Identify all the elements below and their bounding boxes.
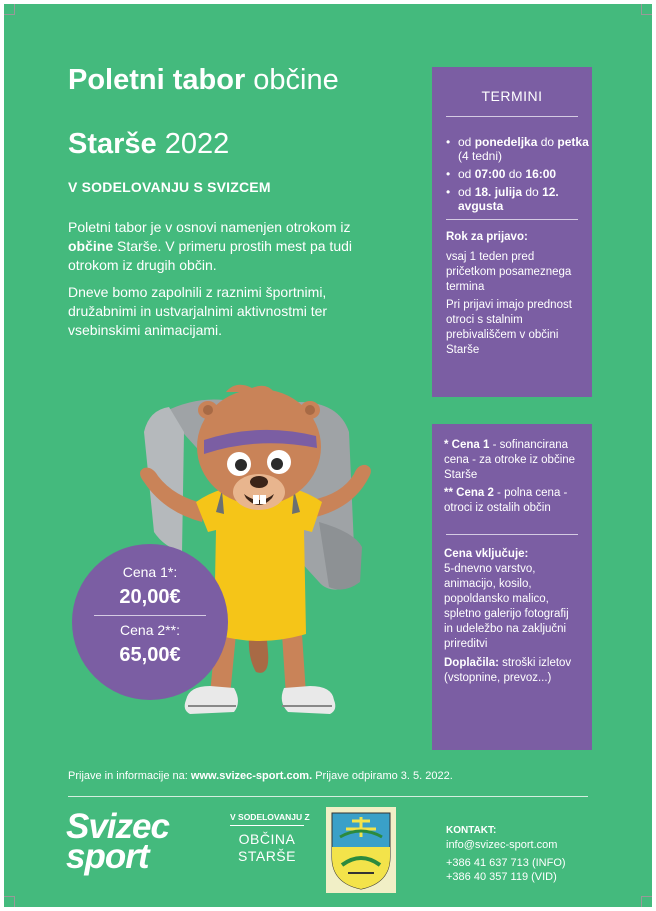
svizec-sport-logo: Svizec sport xyxy=(66,807,169,876)
contact-email[interactable]: info@svizec-sport.com xyxy=(446,839,558,851)
price-divider xyxy=(94,615,206,616)
registration-info: Prijave in informacije na: www.svizec-sport.com. Prijave odpiramo 3. 5. 2022. xyxy=(68,770,453,782)
website-link[interactable]: www.svizec-sport.com. xyxy=(190,770,313,782)
contact-phone-1[interactable]: +386 41 637 713 (INFO) xyxy=(446,857,566,869)
partner-block xyxy=(230,812,310,865)
crop-mark xyxy=(641,896,652,907)
crop-mark xyxy=(4,4,15,15)
termini-item-dates: • od 18. julija do 12. avgusta xyxy=(446,185,592,213)
poster xyxy=(4,4,652,907)
divider xyxy=(446,116,578,117)
termini-item-hours: • od 07:00 do 16:00 xyxy=(446,167,592,181)
vkljucuje-text: 5-dnevno varstvo, animacijo, kosilo, popoldansko malico, spletno galerijo fotografij in udeležbo na zaključni prireditvi xyxy=(444,563,569,650)
vkljucuje-label: Cena vključuje: xyxy=(444,548,529,560)
termini-list xyxy=(446,135,592,213)
page-title: Poletni tabor občine xyxy=(68,64,339,96)
intro-text xyxy=(68,218,398,348)
crop-mark xyxy=(4,896,15,907)
cene-box xyxy=(432,424,592,750)
cena-2-note: ** Cena 2 - polna cena - otroci iz ostalih občin xyxy=(444,487,568,514)
page-title-year: Starše 2022 xyxy=(68,128,230,160)
price-2-label: Cena 2**: xyxy=(120,622,180,638)
intro-paragraph-2: Dneve bomo zapolnili z raznimi športnimi, družabnimi in ustvarjalnimi aktivnostmi ter vsebinskimi animacijami. xyxy=(68,284,328,338)
price-1-value: 20,00€ xyxy=(119,586,181,608)
divider xyxy=(68,796,588,797)
price-circle xyxy=(72,544,228,700)
crop-mark xyxy=(641,4,652,15)
price-2-value: 65,00€ xyxy=(119,644,181,666)
partner-name-2: STARŠE xyxy=(238,848,296,864)
termini-item-days: • od ponedeljka do petka (4 tedni) xyxy=(446,135,592,163)
subtitle: V SODELOVANJU S SVIZCEM xyxy=(68,179,271,195)
divider xyxy=(230,825,304,826)
rok-text: vsaj 1 teden pred pričetkom posameznega termina xyxy=(446,251,572,293)
contact-label: KONTAKT: xyxy=(446,825,497,836)
price-1-label: Cena 1*: xyxy=(122,564,178,580)
divider xyxy=(446,534,578,535)
cena-1-note: * Cena 1 - sofinancirana cena - za otroke iz občine Starše xyxy=(444,439,576,481)
contact-block xyxy=(446,824,566,884)
municipality-crest-icon xyxy=(326,807,396,893)
rok-label: Rok za prijavo: xyxy=(446,231,528,243)
partner-label: V SODELOVANJU Z xyxy=(230,812,310,822)
divider xyxy=(446,219,578,220)
contact-phone-2[interactable]: +386 40 357 119 (VID) xyxy=(446,871,557,883)
intro-paragraph-1: Poletni tabor je v osnovi namenjen otrokom iz občine Starše. V primeru prostih mest pa tudi otrokom iz drugih občin. xyxy=(68,219,352,273)
partner-name-1: OBČINA xyxy=(238,831,296,847)
doplacila-note: Doplačila: stroški izletov (vstopnine, prevoz...) xyxy=(444,657,572,684)
termini-box xyxy=(432,67,592,397)
termini-title: TERMINI xyxy=(481,88,543,104)
prednost-text: Pri prijavi imajo prednost otroci s stalnim prebivališčem v občini Starše xyxy=(446,299,572,356)
